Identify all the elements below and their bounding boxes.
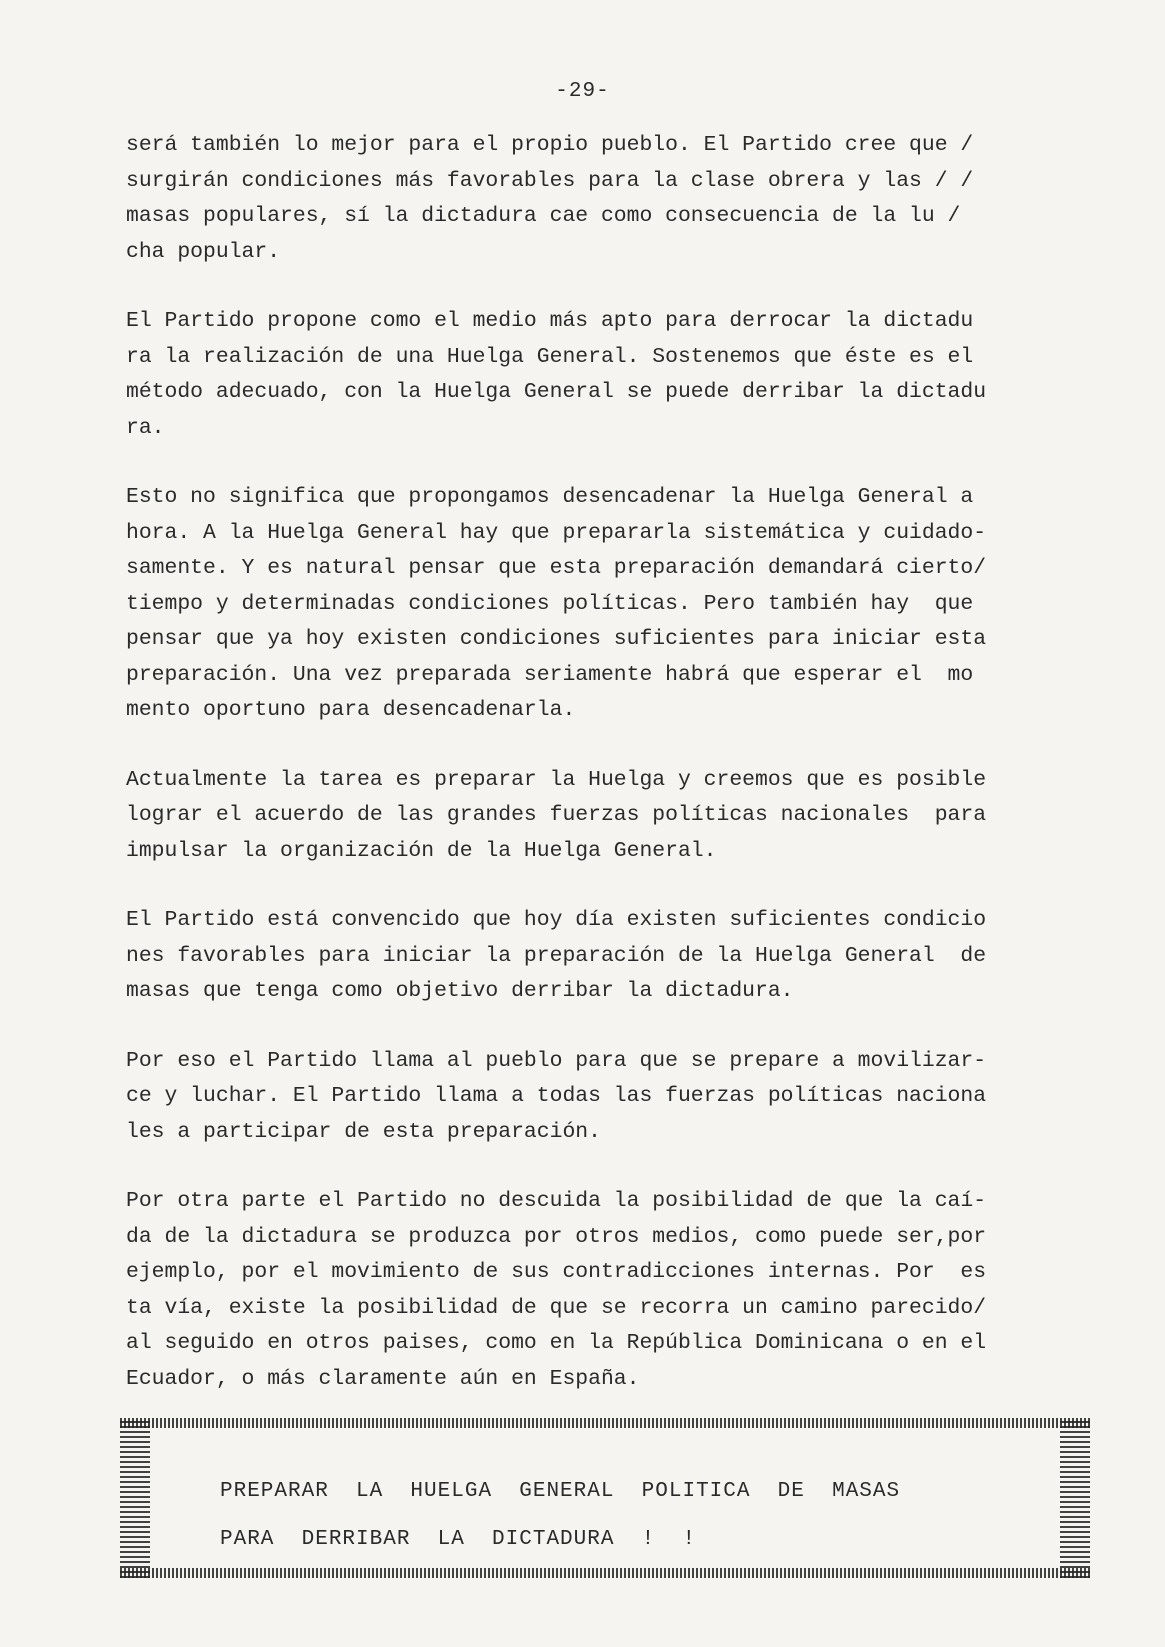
page-number: -29- [555,80,610,103]
text-line: impulsar la organización de la Huelga General. [126,838,717,863]
text-line: masas que tenga como objetivo derribar la dictadura. [126,979,794,1003]
text-line: hora. A la Huelga General hay que prepararla sistemática y cuidado- [126,520,987,545]
text-line: surgirán condiciones más favorables para la clase obrera y las / / [126,168,974,193]
text-line: ra la realización de una Huelga General. Sostenemos que éste es el [126,344,974,369]
text-line: da de la dictadura se produzca por otros medios, como puede ser,por [126,1224,987,1249]
text-line: samente. Y es natural pensar que esta preparación demandará cierto/ [126,556,987,580]
document-body [126,128,1091,1431]
slogan-line-2: PARA DERRIBAR LA DICTADURA ! ! [220,1528,697,1551]
text-line: El Partido propone como el medio más apto para derrocar la dictadu [126,309,974,333]
paragraph [126,480,1091,729]
box-border-bottom [120,1568,1090,1578]
text-line: Ecuador, o más claramente aún en España. [126,1366,640,1391]
text-line: masas populares, sí la dictadura cae como consecuencia de la lu / [126,204,961,228]
text-line: ra. [126,415,165,440]
paragraph [126,128,1091,270]
paragraph [126,1184,1091,1397]
text-line: Por eso el Partido llama al pueblo para que se prepare a movilizar- [126,1048,987,1073]
paragraph [126,1044,1091,1151]
text-line: El Partido está convencido que hoy día existen suficientes condicio [126,908,987,932]
text-line: Por otra parte el Partido no descuida la posibilidad de que la caí- [126,1189,987,1213]
text-line: les a participar de esta preparación. [126,1119,601,1144]
text-line: pensar que ya hoy existen condiciones suficientes para iniciar esta [126,627,987,651]
text-line: ce y luchar. El Partido llama a todas las fuerzas políticas naciona [126,1084,987,1108]
text-line: tiempo y determinadas condiciones políticas. Pero también hay que [126,591,974,616]
text-line: nes favorables para iniciar la preparación de la Huelga General de [126,943,987,968]
paragraph [126,763,1091,870]
paragraph [126,903,1091,1010]
paragraph [126,304,1091,446]
box-border-top [120,1418,1090,1428]
text-line: ta vía, existe la posibilidad de que se recorra un camino parecido/ [126,1295,987,1320]
text-line: será también lo mejor para el propio pueblo. El Partido cree que / [126,133,974,157]
text-line: preparación. Una vez preparada seriamente habrá que esperar el mo [126,662,974,687]
text-line: mento oportuno para desencadenarla. [126,698,576,722]
text-line: cha popular. [126,239,281,264]
text-line: Esto no significa que propongamos desencadenar la Huelga General a [126,485,974,509]
text-line: al seguido en otros paises, como en la República Dominicana o en el [126,1331,987,1355]
box-border-left [120,1418,150,1578]
slogan-line-1: PREPARAR LA HUELGA GENERAL POLITICA DE MASAS [220,1480,901,1503]
text-line: Actualmente la tarea es preparar la Huelga y creemos que es posible [126,767,987,792]
text-line: lograr el acuerdo de las grandes fuerzas políticas nacionales para [126,803,987,827]
box-border-right [1060,1418,1090,1578]
slogan-text [220,1468,900,1564]
slogan-box [120,1418,1090,1578]
text-line: ejemplo, por el movimiento de sus contradicciones internas. Por es [126,1260,987,1284]
text-line: método adecuado, con la Huelga General se puede derribar la dictadu [126,380,987,404]
